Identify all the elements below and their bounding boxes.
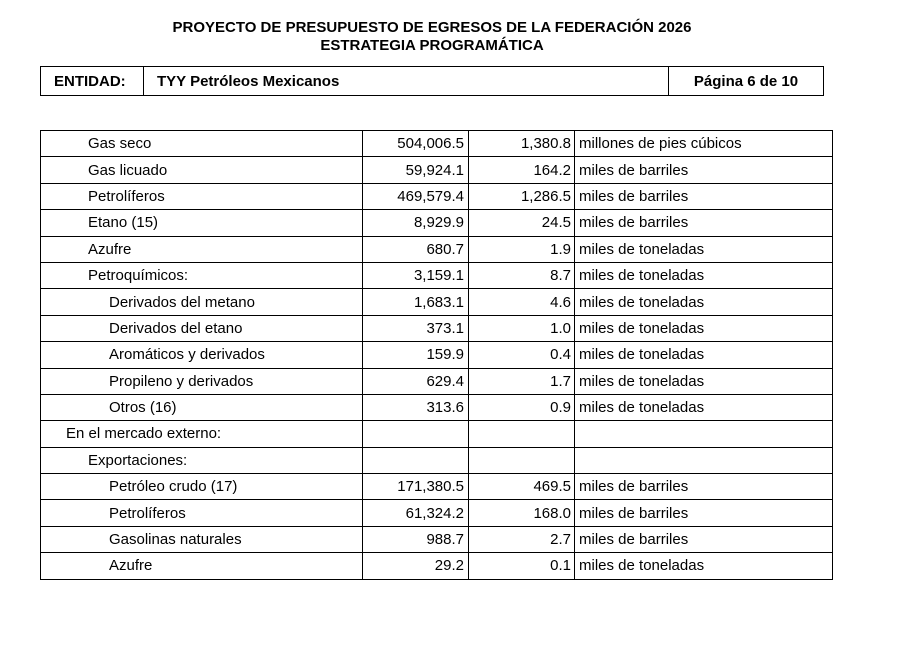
entity-name: TYY Petróleos Mexicanos <box>144 67 669 95</box>
row-label: Etano (15) <box>41 210 363 236</box>
row-label: Azufre <box>41 553 363 579</box>
row-label: Petrolíferos <box>41 183 363 209</box>
row-daily-value: 24.5 <box>469 210 575 236</box>
row-label: Aromáticos y derivados <box>41 342 363 368</box>
row-annual-value: 629.4 <box>363 368 469 394</box>
document-title: PROYECTO DE PRESUPUESTO DE EGRESOS DE LA FEDERACIÓN 2026 <box>172 19 692 36</box>
table-row <box>41 447 833 473</box>
row-label: Azufre <box>41 236 363 262</box>
row-annual-value: 8,929.9 <box>363 210 469 236</box>
row-unit: miles de barriles <box>575 157 833 183</box>
row-unit: miles de toneladas <box>575 368 833 394</box>
table-row <box>41 368 833 394</box>
table-row <box>41 183 833 209</box>
table-row <box>41 342 833 368</box>
row-label: Gas seco <box>41 131 363 157</box>
row-unit: miles de toneladas <box>575 236 833 262</box>
row-label: Petroquímicos: <box>41 262 363 288</box>
table-row <box>41 210 833 236</box>
table-row <box>41 157 833 183</box>
row-daily-value: 1.0 <box>469 315 575 341</box>
table-row <box>41 262 833 288</box>
row-daily-value: 0.4 <box>469 342 575 368</box>
row-label: Otros (16) <box>41 394 363 420</box>
row-daily-value: 0.1 <box>469 553 575 579</box>
row-unit: miles de barriles <box>575 526 833 552</box>
row-unit: miles de toneladas <box>575 315 833 341</box>
row-unit: miles de barriles <box>575 183 833 209</box>
row-annual-value: 680.7 <box>363 236 469 262</box>
row-label: Gasolinas naturales <box>41 526 363 552</box>
table-row <box>41 474 833 500</box>
row-daily-value: 164.2 <box>469 157 575 183</box>
row-daily-value: 1.9 <box>469 236 575 262</box>
entity-header <box>40 66 824 96</box>
row-unit: miles de toneladas <box>575 394 833 420</box>
row-annual-value: 469,579.4 <box>363 183 469 209</box>
row-unit: miles de barriles <box>575 210 833 236</box>
row-annual-value: 504,006.5 <box>363 131 469 157</box>
row-annual-value: 29.2 <box>363 553 469 579</box>
table-row <box>41 236 833 262</box>
row-unit: miles de barriles <box>575 500 833 526</box>
row-daily-value: 4.6 <box>469 289 575 315</box>
table-row <box>41 131 833 157</box>
row-annual-value: 171,380.5 <box>363 474 469 500</box>
row-label: Exportaciones: <box>41 447 363 473</box>
page-indicator: Página 6 de 10 <box>693 72 799 90</box>
entity-label: ENTIDAD: <box>41 67 144 95</box>
table-row <box>41 500 833 526</box>
row-annual-value: 1,683.1 <box>363 289 469 315</box>
row-annual-value: 988.7 <box>363 526 469 552</box>
row-label: Derivados del etano <box>41 315 363 341</box>
row-unit <box>575 421 833 447</box>
row-daily-value: 2.7 <box>469 526 575 552</box>
row-annual-value: 373.1 <box>363 315 469 341</box>
row-annual-value <box>363 447 469 473</box>
row-daily-value: 1,286.5 <box>469 183 575 209</box>
table-row <box>41 553 833 579</box>
table-row <box>41 394 833 420</box>
row-label: En el mercado externo: <box>41 421 363 447</box>
row-annual-value: 159.9 <box>363 342 469 368</box>
row-annual-value: 59,924.1 <box>363 157 469 183</box>
row-annual-value: 3,159.1 <box>363 262 469 288</box>
row-daily-value <box>469 421 575 447</box>
row-unit <box>575 447 833 473</box>
row-unit: miles de toneladas <box>575 262 833 288</box>
row-annual-value: 313.6 <box>363 394 469 420</box>
table-row <box>41 289 833 315</box>
row-daily-value: 1,380.8 <box>469 131 575 157</box>
row-unit: miles de toneladas <box>575 289 833 315</box>
row-daily-value: 0.9 <box>469 394 575 420</box>
row-label: Derivados del metano <box>41 289 363 315</box>
row-label: Petróleo crudo (17) <box>41 474 363 500</box>
row-annual-value: 61,324.2 <box>363 500 469 526</box>
row-daily-value <box>469 447 575 473</box>
row-daily-value: 8.7 <box>469 262 575 288</box>
table-row <box>41 526 833 552</box>
row-daily-value: 469.5 <box>469 474 575 500</box>
document-subtitle: ESTRATEGIA PROGRAMÁTICA <box>320 37 544 54</box>
row-label: Gas licuado <box>41 157 363 183</box>
row-unit: miles de toneladas <box>575 553 833 579</box>
production-table <box>40 130 833 580</box>
row-unit: miles de barriles <box>575 474 833 500</box>
row-unit: millones de pies cúbicos <box>575 131 833 157</box>
row-annual-value <box>363 421 469 447</box>
row-label: Petrolíferos <box>41 500 363 526</box>
row-unit: miles de toneladas <box>575 342 833 368</box>
row-label: Propileno y derivados <box>41 368 363 394</box>
row-daily-value: 1.7 <box>469 368 575 394</box>
table-row <box>41 315 833 341</box>
table-row <box>41 421 833 447</box>
row-daily-value: 168.0 <box>469 500 575 526</box>
